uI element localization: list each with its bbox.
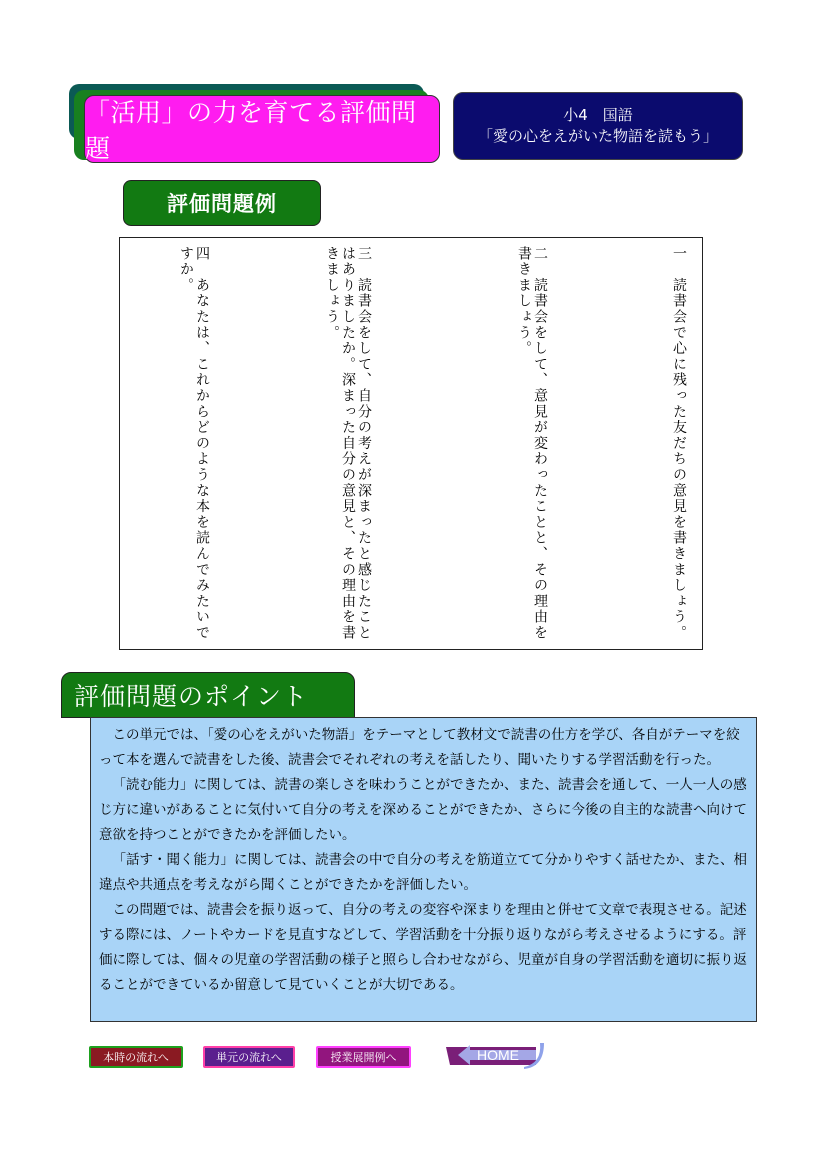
question-4: 四 あなたは、これからどのような本を読んでみたいですか。 <box>178 246 210 641</box>
points-paragraph: この単元では、「愛の心をえがいた物語」をテーマとして教材文で読書の仕方を学び、各自がテーマを絞って本を選んで読書をした後、読書会でそれぞれの考えを話したり、聞いたりする学習活動を行った。 <box>99 727 740 768</box>
points-paragraph: 「読む能力」に関しては、読書の楽しさを味わうことができたか、また、読書会を通して、一人一人の感じ方に違いがあることに気付いて自分の考えを深めることができたか、さらに今後の自主的な読書へ向けて意欲を持つことができたかを評価したい。 <box>99 777 747 843</box>
home-icon <box>444 1041 544 1069</box>
home-button[interactable] <box>444 1041 544 1069</box>
question-1: 一 読書会で心に残った友だちの意見を書きましょう。 <box>671 246 687 641</box>
lesson-flow-button[interactable]: 本時の流れへ <box>89 1046 183 1068</box>
points-heading: 評価問題のポイント <box>61 672 355 718</box>
grade-label: 小4 国語 <box>563 106 633 124</box>
points-paragraph: この問題では、読書会を振り返って、自分の考えの変容や深まりを理由と併せて文章で表現させる。記述する際には、ノートやカードを見直すなどして、学習活動を十分振り返りながら考えさせるようにする。評価に際しては、個々の児童の学習活動の様子と照らし合わせながら、児童が自身の学習活動を適切に振り返ることができているか留意して見ていくことが大切である。 <box>99 902 747 993</box>
points-box <box>90 717 757 1022</box>
page-title: 「活用」の力を育てる評価問題 <box>84 95 440 163</box>
unit-flow-button[interactable]: 単元の流れへ <box>203 1046 295 1068</box>
questions-panel <box>119 237 703 650</box>
question-3: 三 読書会をして、自分の考えが深まったと感じたことはありましたか。深まった自分の意見と、その理由を書きましょう。 <box>324 246 372 641</box>
points-paragraph: 「話す・聞く能力」に関しては、読書会の中で自分の考えを筋道立てて分かりやすく話せたか、また、相違点や共通点を考えながら聞くことができたかを評価したい。 <box>99 852 747 893</box>
question-2: 二 読書会をして、意見が変わったことと、その理由を書きましょう。 <box>516 246 548 641</box>
unit-info-box <box>453 92 743 160</box>
lesson-development-button[interactable]: 授業展開例へ <box>316 1046 411 1068</box>
home-label: HOME <box>477 1047 519 1063</box>
unit-title: 「愛の心をえがいた物語を読もう」 <box>477 127 718 145</box>
examples-heading: 評価問題例 <box>123 180 321 226</box>
